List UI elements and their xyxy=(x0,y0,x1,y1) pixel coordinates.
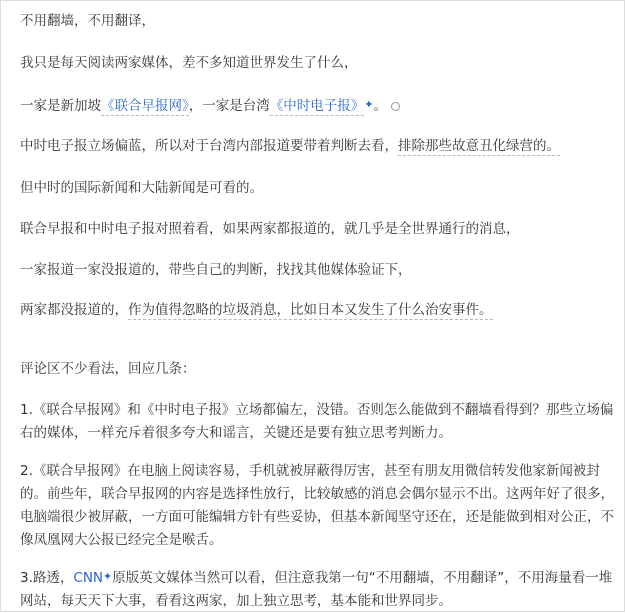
paragraph-ignore xyxy=(20,299,615,321)
link-chinatimes[interactable]: 《中时电子报》 xyxy=(269,98,365,114)
paragraph-reply-3 xyxy=(20,565,615,613)
sparkle-icon: ✦ xyxy=(364,98,374,111)
paragraph-reply-1: 1.《联合早报网》和《中时电子报》立场都偏左，没错。否则怎么能做到不翻墙看得到？那些立场偏右的媒体，一样充斥着很多夸大和谣言，关键还是要有独立思考判断力。 xyxy=(20,402,614,441)
link-cnn[interactable]: CNN xyxy=(73,570,104,586)
paragraph-verify: 一家报道一家没报道的，带些自己的判断，找找其他媒体验证下， xyxy=(20,262,412,278)
paragraph-daily-reading: 我只是每天阅读两家媒体，差不多知道世界发生了什么， xyxy=(20,55,358,71)
link-zaobao[interactable]: 《联合早报网》 xyxy=(101,98,189,114)
circle-icon xyxy=(391,102,400,111)
sparkle-icon: ✦ xyxy=(103,570,113,583)
text-segment: 中时电子报立场偏蓝，所以对于台湾内部报道要带着判断去看， xyxy=(20,138,398,154)
paragraph-international-news: 但中时的国际新闻和大陆新闻是可看的。 xyxy=(20,180,263,196)
text-segment: 。 xyxy=(373,98,387,114)
text-segment: 3.路透， xyxy=(20,570,74,586)
text-segment: ，一家是台湾 xyxy=(188,98,270,114)
paragraph-reply-2: 2.《联合早报网》在电脑上阅读容易，手机就被屏蔽得厉害，甚至有朋友用微信转发他家新闻被封的。前些年，联合早报网的内容是选择性放行，比较敏感的消息会偶尔显示不出。这两年好了很多，电脑端很少被屏蔽，一方面可能编辑方针有些妥协，但基本新闻坚守还在，还是能做到相对公正，不像凤凰网大公报已经完全是喉舌。 xyxy=(20,463,614,548)
highlighted-text: 排除那些故意丑化绿营的。 xyxy=(398,138,560,154)
text-segment: 原版英文媒体当然可以看，但注意我第一句“不用翻墙，不用翻译”，不用海量看一堆网站，每天天下大事，看看这两家，加上独立思考，基本能和世界同步。 xyxy=(20,570,613,609)
text-segment: 一家是新加坡 xyxy=(20,98,101,114)
paragraph-comments-intro: 评论区不少看法，回应几条： xyxy=(20,361,196,377)
paragraph-two-media xyxy=(20,94,615,117)
paragraph-intro: 不用翻墙，不用翻译， xyxy=(20,13,155,29)
paragraph-chinatimes-stance xyxy=(20,135,615,157)
paragraph-compare: 联合早报和中时电子报对照着看，如果两家都报道的，就几乎是全世界通行的消息， xyxy=(20,221,520,237)
highlighted-text: 作为值得忽略的垃圾消息，比如日本又发生了什么治安事件。 xyxy=(128,302,493,318)
text-segment: 两家都没报道的， xyxy=(20,302,128,318)
